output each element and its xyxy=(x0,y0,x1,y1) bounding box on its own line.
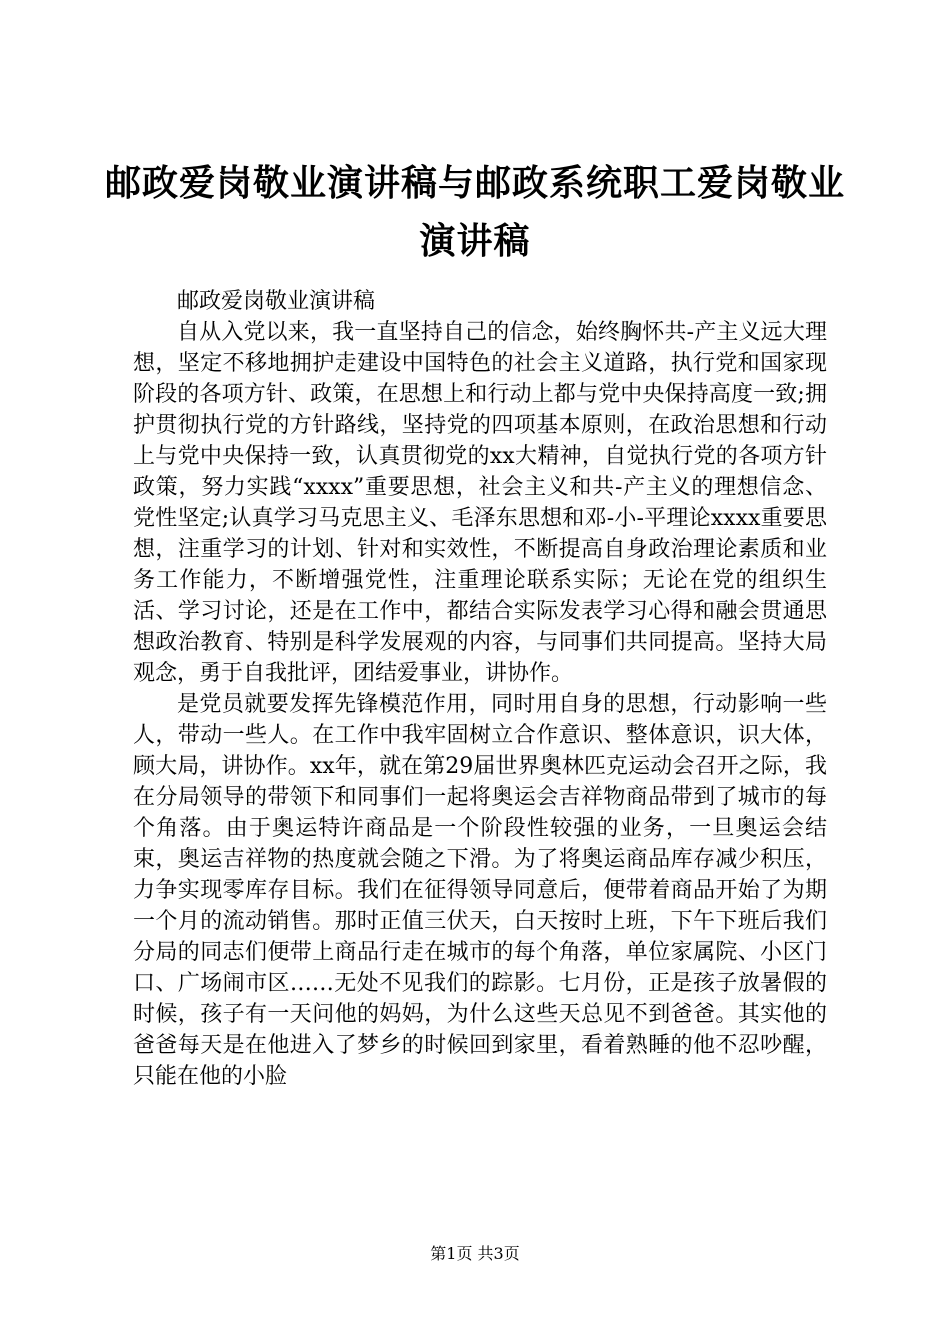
page-footer: 第1页 共3页 xyxy=(430,1244,520,1263)
document-title-line-1: 邮政爱岗敬业演讲稿与邮政系统职工爱岗敬业 xyxy=(104,163,845,204)
body-paragraph-2: 是党员就要发挥先锋模范作用，同时用自身的思想，行动影响一些人，带动一些人。在工作中我牢固树立合作意识、整体意识，识大体，顾大局，讲协作。xx年，就在第29届世界奥林匹克运动会召开之际，我在分局领导的带领下和同事们一起将奥运会吉祥物商品带到了城市的每个角落。由于奥运特许商品是一个阶段性较强的业务，一旦奥运会结束，奥运吉祥物的热度就会随之下滑。为了将奥运商品库存减少积压，力争实现零库存目标。我们在征得领导同意后，便带着商品开始了为期一个月的流动销售。那时正值三伏天，白天按时上班，下午下班后我们分局的同志们便带上商品行走在城市的每个角落，单位家属院、小区门口、广场闹市区……无处不见我们的踪影。七月份，正是孩子放暑假的时候，孩子有一天问他的妈妈，为什么这些天总见不到爸爸。其实他的爸爸每天是在他进入了梦乡的时候回到家里，看着熟睡的他不忍吵醒，只能在他的小脸 xyxy=(133,692,827,1089)
body-paragraph-1: 自从入党以来，我一直坚持自己的信念，始终胸怀共-产主义远大理想，坚定不移地拥护走建设中国特色的社会主义道路，执行党和国家现阶段的各项方针、政策，在思想上和行动上都与党中央保持高度一致;拥护贯彻执行党的方针路线，坚持党的四项基本原则，在政治思想和行动上与党中央保持一致，认真贯彻党的xx大精神，自觉执行党的各项方针政策，努力实践“xxxx”重要思想，社会主义和共-产主义的理想信念、党性坚定;认真学习马克思主义、毛泽东思想和邓-小-平理论xxxx重要思想，注重学习的计划、针对和实效性，不断提高自身政治理论素质和业务工作能力，不断增强党性，注重理论联系实际；无论在党的组织生活、学习讨论，还是在工作中，都结合实际发表学习心得和融会贯通思想政治教育、特别是科学发展观的内容，与同事们共同提高。坚持大局观念，勇于自我批评，团结爱事业，讲协作。 xyxy=(133,320,827,686)
document-body xyxy=(133,286,827,1092)
document-title-line-2: 演讲稿 xyxy=(419,221,531,262)
document-subtitle: 邮政爱岗敬业演讲稿 xyxy=(177,289,376,314)
